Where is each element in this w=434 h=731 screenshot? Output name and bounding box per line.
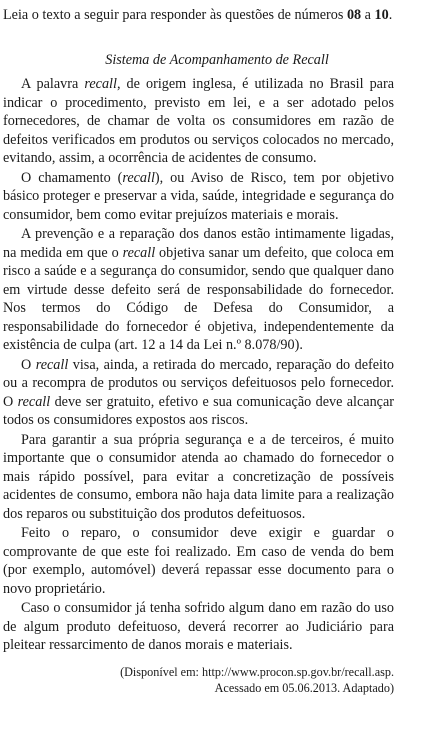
source-line-2: Acessado em 05.06.2013. Adaptado) [214,680,394,695]
text-run: Feito o reparo, o consumidor deve exigir e guardar o comprovante de que este foi realizado. Em caso de venda do bem (por exemplo, automóvel) deverá repassar esse documento para o novo proprietário. [3,525,394,597]
article-paragraph [3,75,394,168]
text-run: O chamamento ( [21,169,123,186]
text-run: visa, ainda, a retirada do mercado, reparação do defeito ou a recompra de produtos ou serviços defeituosos pelo fornecedor. O [3,356,395,410]
article-title: Sistema de Acompanhamento de Recall [105,52,329,68]
italic-term: recall [122,169,155,186]
instruction-suffix: . [388,7,393,23]
text-run: O [21,356,36,373]
article-body [3,75,394,656]
text-run: Caso o consumidor já tenha sofrido algum dano em razão do uso de algum produto defeituoso, deverá recorrer ao Judiciário para pleitear ressarcimento de danos morais e materiais. [3,600,394,653]
instruction-line [3,7,431,24]
question-start-number: 08 [346,7,362,23]
source-line-1: (Disponível em: http://www.procon.sp.gov.br/recall.asp. [120,665,394,679]
source-citation [3,665,394,696]
article-paragraph [3,169,394,225]
question-end-number: 10 [374,7,389,23]
italic-term: recall [122,244,156,261]
text-run: , de origem inglesa, é utilizada no Brasil para indicar o procedimento, previsto em lei, e a ser adotado pelos fornecedores, de chamar de volta os consumidores em razão de defeitos verificados em produtos ou serviços colocados no mercado, evitando, assim, a ocorrência de acidentes de consumo. [3,76,394,166]
italic-term: recall [17,393,51,410]
text-run: ), ou Aviso de Risco, tem por objetivo básico proteger e preservar a vida, saúde, integridade e segurança do consumidor, bem como evitar prejuízos materiais e morais. [3,169,394,223]
instruction-connector: a [361,7,375,23]
text-run: A prevenção e a reparação dos danos estão intimamente ligadas, na medida em que o [3,226,394,261]
italic-term: recall [84,76,117,92]
italic-term: recall [35,356,69,373]
text-run: Para garantir a sua própria segurança e a de terceiros, é muito importante que o consumidor atenda ao chamado do fornecedor o mais rápido possível, para evitar a concretização de possíveis acidentes de consumo, embora não haja data limite para a realização dos reparos ou substituição dos produtos defeituosos. [3,431,394,522]
instruction-prefix: Leia o texto a seguir para responder às questões de números [3,7,347,23]
text-run: deve ser gratuito, efetivo e sua comunicação deve alcançar todos os consumidores expostos aos riscos. [3,393,394,428]
text-run: objetiva sanar um defeito, que coloca em risco a saúde e a segurança do consumidor, sendo que qualquer dano em virtude desse defeito será de responsabilidade do fornecedor. Nos termos do Código de Defesa do Consumidor, a responsabilidade do fornecedor é objetiva, independentemente da existência de culpa (art. 12 a 14 da Lei n.º 8.078/90). [3,244,395,353]
article-paragraph [3,225,394,355]
text-run: A palavra [21,76,85,92]
article-paragraph [3,599,394,655]
article-paragraph [3,524,394,598]
article-paragraph [3,431,394,524]
article-paragraph [3,356,394,430]
